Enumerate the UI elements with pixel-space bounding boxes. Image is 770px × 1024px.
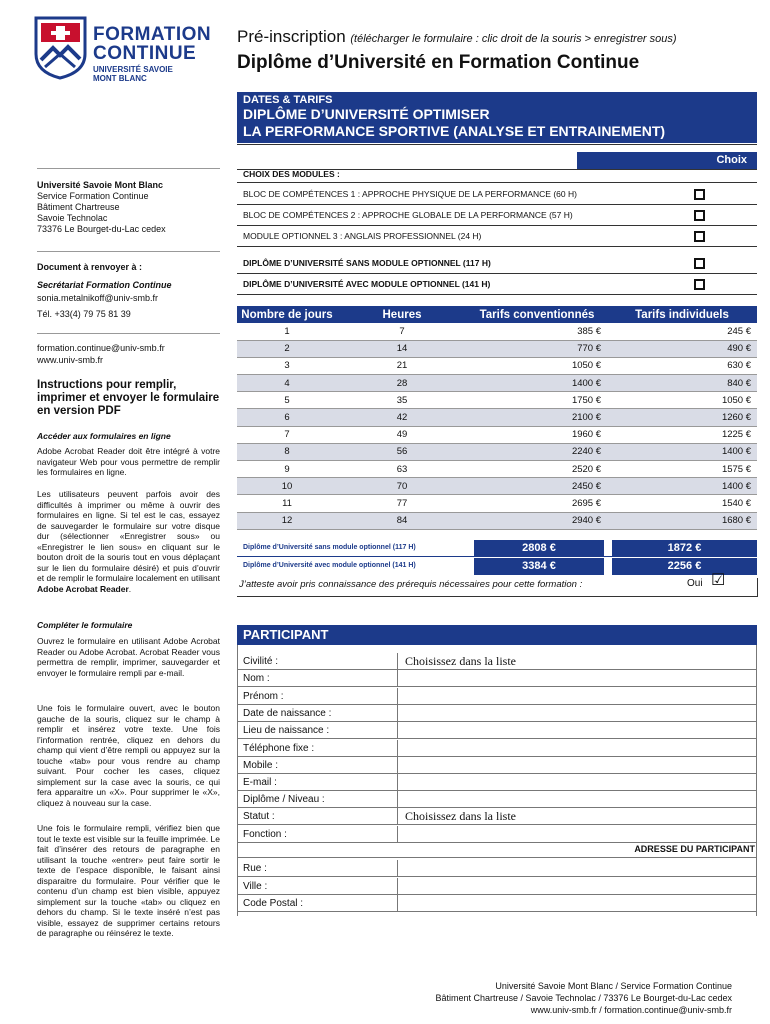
rate-row (237, 426, 757, 443)
logo (33, 14, 223, 84)
diplome-label: Diplôme / Niveau : (243, 794, 325, 805)
footer-line-1: Université Savoie Mont Blanc / Service Formation Continue (495, 981, 732, 991)
rate-row (237, 340, 757, 357)
secretariat-phone: Tél. +33(4) 79 75 81 39 (37, 309, 131, 319)
module-1-checkbox[interactable] (694, 189, 705, 200)
cp-row (237, 895, 757, 912)
module-row-3 (237, 226, 757, 247)
header-hours: Heures (337, 306, 467, 323)
rate-conv: 1050 € (467, 357, 607, 374)
contact-block (37, 180, 220, 235)
diplome-row (237, 791, 757, 808)
instructions-title: Instructions pour remplir, imprimer et envoyer le formulaire en version PDF (37, 379, 220, 417)
total-conv-1: 2808 € (474, 540, 604, 557)
rate-conv: 2695 € (467, 495, 607, 512)
prenom-label: Prénom : (243, 691, 284, 702)
rate-days: 12 (237, 512, 337, 529)
total-indiv-2: 2256 € (612, 558, 757, 575)
rate-indiv: 630 € (607, 357, 757, 374)
rate-row (237, 512, 757, 529)
rue-row (237, 860, 757, 877)
diploma-1-checkbox[interactable] (694, 258, 705, 269)
contact-email-link[interactable]: formation.continue@univ-smb.fr (37, 343, 165, 353)
rue-label: Rue : (243, 863, 267, 874)
email-label: E-mail : (243, 777, 277, 788)
send-to-label: Document à renvoyer à : (37, 262, 143, 272)
choix-header: Choix (577, 152, 757, 169)
rate-days: 3 (237, 357, 337, 374)
total-label-2: Diplôme d’Université avec module optionnel (141 H) (243, 562, 416, 569)
diploma-label-2: DIPLÔME D’UNIVERSITÉ AVEC MODULE OPTIONNEL (141 H) (243, 279, 491, 289)
rate-days: 9 (237, 461, 337, 478)
total-row-2 (237, 558, 757, 575)
module-3-checkbox[interactable] (694, 231, 705, 242)
rate-days: 4 (237, 375, 337, 392)
rate-conv: 2520 € (467, 461, 607, 478)
diploma-2-checkbox[interactable] (694, 279, 705, 290)
rate-hours: 7 (337, 323, 467, 340)
rate-indiv: 1400 € (607, 443, 757, 460)
rate-hours: 56 (337, 443, 467, 460)
rate-indiv: 1260 € (607, 409, 757, 426)
rate-days: 5 (237, 392, 337, 409)
telfixe-row (237, 740, 757, 757)
participant-header: PARTICIPANT (237, 625, 757, 645)
rue-input[interactable] (405, 860, 755, 877)
telfixe-label: Téléphone fixe : (243, 743, 315, 754)
fonction-row (237, 826, 757, 843)
prerequisites-checkbox[interactable]: ☑ (711, 572, 726, 589)
rate-days: 6 (237, 409, 337, 426)
contact-line-2: Bâtiment Chartreuse (37, 202, 120, 212)
mobile-input[interactable] (405, 757, 755, 774)
rate-indiv: 1575 € (607, 461, 757, 478)
logo-line-3: UNIVERSITÉ SAVOIE (93, 65, 173, 74)
rate-conv: 2940 € (467, 512, 607, 529)
open-text: Une fois le formulaire ouvert, avec le bouton gauche de la souris, cliquez sur le champ à remplir et insérez votre texte. Une fois l’information rentrée, cliquez en dehors du champ qui vient d’être rempli ou appuyez sur la touche «tab» pour vous rendre au champ suivant. Pour cocher les cases, cliquez simplement sur la case avec la souris, ce qui fera apparaitre un «X». Pour supprimer le «X», cliquez à nouveau sur la case. (37, 703, 220, 808)
problem-paragraph: Les utilisateurs peuvent parfois avoir des difficultés à imprimer ou même à ouvrir des formulaires en ligne. Si tel est le cas, essayez de sauvegarder le formulaire sur votre disque dur (sélectionner «Enregistrer sous» ou «Enregistrer le lien sous» en cliquant sur le bouton droit de la souris tout en vous déplaçant sur le lien du formulaire désiré) et puis d’ouvrir et de remplir le formulaire localement en utilisant Adobe Acrobat Reader. (37, 489, 220, 594)
rate-conv: 1750 € (467, 392, 607, 409)
complete-title: Compléter le formulaire (37, 620, 133, 630)
rate-hours: 49 (337, 426, 467, 443)
diploma-row-2 (237, 274, 757, 295)
preinscription-label: Pré-inscription (237, 27, 346, 46)
problem-bold-text: Adobe Acrobat Reader (37, 583, 129, 594)
rate-hours: 70 (337, 478, 467, 495)
page-title: Diplôme d’Université en Formation Continue (237, 52, 640, 73)
secretariat-label: Secrétariat Formation Continue (37, 280, 172, 290)
rate-row (237, 375, 757, 392)
rate-days: 7 (237, 426, 337, 443)
naissance-label: Date de naissance : (243, 708, 332, 719)
rates-table (237, 306, 757, 530)
module-label-1: BLOC DE COMPÉTENCES 1 : APPROCHE PHYSIQUE DE LA PERFORMANCE (60 H) (243, 189, 577, 199)
rate-row (237, 323, 757, 340)
rate-row (237, 409, 757, 426)
logo-line-1: FORMATION (93, 24, 212, 45)
lieu-row (237, 722, 757, 739)
rate-conv: 2100 € (467, 409, 607, 426)
civilite-select[interactable]: Choisissez dans la liste (405, 654, 516, 668)
rate-hours: 63 (337, 461, 467, 478)
mobile-row (237, 757, 757, 774)
ville-row (237, 878, 757, 895)
header-indiv: Tarifs individuels (607, 306, 757, 323)
civilite-row (237, 653, 757, 670)
prenom-input[interactable] (405, 688, 755, 705)
rate-row (237, 478, 757, 495)
total-label-1: Diplôme d’Université sans module optionnel (117 H) (243, 544, 416, 551)
contact-line-3: Savoie Technolac (37, 213, 108, 223)
rate-indiv: 1225 € (607, 426, 757, 443)
lieu-input[interactable] (405, 722, 755, 739)
contact-line-4: 73376 Le Bourget-du-Lac cedex (37, 224, 166, 234)
access-title: Accéder aux formulaires en ligne (37, 431, 171, 441)
rate-row (237, 495, 757, 512)
download-hint: (télécharger le formulaire : clic droit de la souris > enregistrer sous) (350, 33, 677, 45)
rate-indiv: 1540 € (607, 495, 757, 512)
program-banner (237, 92, 757, 143)
total-indiv-1: 1872 € (612, 540, 757, 557)
rate-days: 11 (237, 495, 337, 512)
rate-days: 2 (237, 340, 337, 357)
problem-text: Les utilisateurs peuvent parfois avoir des difficultés à imprimer ou même à ouvrir des formulaires en ligne. Si tel est le cas, essayez de sauvegarder le formulaire sur votre disque dur (sélectionner «Enregistrer sous» ou «Enregistrer le lien sous» en cliquant sur le bouton droit de la souris tout en vous déplaçant sur le lien du formulaire désiré) et puis d’ouvrir et de remplir le formulaire localement en utilisant (37, 489, 220, 583)
rate-row (237, 357, 757, 374)
rate-row (237, 461, 757, 478)
contact-org: Université Savoie Mont Blanc (37, 180, 164, 190)
rate-days: 8 (237, 443, 337, 460)
dates-label: DATES & TARIFS (243, 94, 333, 106)
diplome-input[interactable] (405, 791, 755, 808)
fonction-input[interactable] (405, 826, 755, 843)
website-link[interactable]: www.univ-smb.fr (37, 355, 104, 365)
rate-hours: 21 (337, 357, 467, 374)
email-input[interactable] (405, 774, 755, 791)
telfixe-input[interactable] (405, 740, 755, 757)
footer (435, 980, 732, 1016)
logo-line-2: CONTINUE (93, 43, 197, 64)
civilite-label: Civilité : (243, 656, 279, 667)
email-row (237, 774, 757, 791)
rate-conv: 385 € (467, 323, 607, 340)
ville-input[interactable] (405, 878, 755, 895)
rate-indiv: 1400 € (607, 478, 757, 495)
rate-row (237, 392, 757, 409)
rate-conv: 1960 € (467, 426, 607, 443)
rate-conv: 2240 € (467, 443, 607, 460)
module-label-2: BLOC DE COMPÉTENCES 2 : APPROCHE GLOBALE DE LA PERFORMANCE (57 H) (243, 210, 573, 220)
oui-label: Oui (687, 578, 703, 589)
nom-label: Nom : (243, 673, 270, 684)
rate-indiv: 245 € (607, 323, 757, 340)
cp-label: Code Postal : (243, 898, 304, 909)
rate-row (237, 443, 757, 460)
rate-days: 1 (237, 323, 337, 340)
rate-indiv: 1680 € (607, 512, 757, 529)
rate-conv: 770 € (467, 340, 607, 357)
attest-text: J’atteste avoir pris connaissance des prérequis nécessaires pour cette formation : (239, 579, 583, 590)
nom-row (237, 670, 757, 687)
rate-hours: 14 (337, 340, 467, 357)
prenom-row (237, 688, 757, 705)
contact-line-1: Service Formation Continue (37, 191, 149, 201)
statut-row (237, 808, 757, 825)
lieu-label: Lieu de naissance : (243, 725, 330, 736)
rate-indiv: 490 € (607, 340, 757, 357)
statut-label: Statut : (243, 811, 275, 822)
ville-label: Ville : (243, 881, 268, 892)
nom-input[interactable] (405, 670, 755, 687)
rate-conv: 2450 € (467, 478, 607, 495)
rate-indiv: 1050 € (607, 392, 757, 409)
naissance-input[interactable] (405, 705, 755, 722)
address-header: ADRESSE DU PARTICIPANT (634, 844, 755, 854)
module-label-3: MODULE OPTIONNEL 3 : ANGLAIS PROFESSIONNEL (24 H) (243, 231, 482, 241)
diploma-label-1: DIPLÔME D’UNIVERSITÉ SANS MODULE OPTIONNEL (117 H) (243, 258, 491, 268)
module-row-2 (237, 205, 757, 226)
footer-line-2: Bâtiment Chartreuse / Savoie Technolac / 73376 Le Bourget-du-Lac cedex (435, 993, 732, 1003)
rate-indiv: 840 € (607, 375, 757, 392)
module-2-checkbox[interactable] (694, 210, 705, 221)
rate-hours: 35 (337, 392, 467, 409)
done-text: Une fois le formulaire rempli, vérifiez bien que tout le texte est visible sur la feuille imprimée. Le fait d’insérer des retours de paragraphe en utilisant la touche «entrer» peut faire sortir le texte de l’espace disponible, le faisant ainsi disparaitre du formulaire. Pour vérifier que le contenu d’un champ est bien visible, appuyez simplement sur la touche «tab» ou cliquez en dehors du champ. Si le texte inséré n’est pas visible, essayez de supprimer certains retours de paragraphe ou réinsérez le texte. (37, 823, 220, 938)
logo-line-4: MONT BLANC (93, 74, 147, 83)
rate-hours: 42 (337, 409, 467, 426)
rate-hours: 28 (337, 375, 467, 392)
total-row-1 (237, 540, 757, 557)
header-days: Nombre de jours (237, 306, 337, 323)
access-text: Adobe Acrobat Reader doit être intégré à votre navigateur Web pour vous permettre de remplir les formulaires en ligne. (37, 446, 220, 477)
program-name-line-1: DIPLÔME D’UNIVERSITÉ OPTIMISER (243, 106, 490, 122)
program-name-line-2: LA PERFORMANCE SPORTIVE (ANALYSE ET ENTRAINEMENT) (243, 123, 666, 139)
rate-hours: 77 (337, 495, 467, 512)
cp-input[interactable] (405, 895, 755, 912)
rates-header-row (237, 306, 757, 323)
preinscription-heading (237, 27, 677, 47)
statut-select[interactable]: Choisissez dans la liste (405, 809, 516, 823)
secretariat-email-link[interactable]: sonia.metalnikoff@univ-smb.fr (37, 293, 159, 303)
mobile-label: Mobile : (243, 760, 279, 771)
header-conv: Tarifs conventionnés (467, 306, 607, 323)
naissance-row (237, 705, 757, 722)
rate-conv: 1400 € (467, 375, 607, 392)
complete-text: Ouvrez le formulaire en utilisant Adobe Acrobat Reader ou Adobe Acrobat. Acrobat Reader vous permettra de remplir, imprimer, sauvegarder et envoyer le formulaire rempli par e-mail. (37, 636, 220, 678)
footer-line-3: www.univ-smb.fr / formation.continue@univ-smb.fr (530, 1005, 732, 1015)
total-conv-2: 3384 € (474, 558, 604, 575)
modules-header: CHOIX DES MODULES : (237, 165, 757, 183)
fonction-label: Fonction : (243, 829, 287, 840)
rate-days: 10 (237, 478, 337, 495)
diploma-row-1 (237, 253, 757, 274)
module-row-1 (237, 184, 757, 205)
university-shield-icon (33, 14, 88, 80)
rate-hours: 84 (337, 512, 467, 529)
